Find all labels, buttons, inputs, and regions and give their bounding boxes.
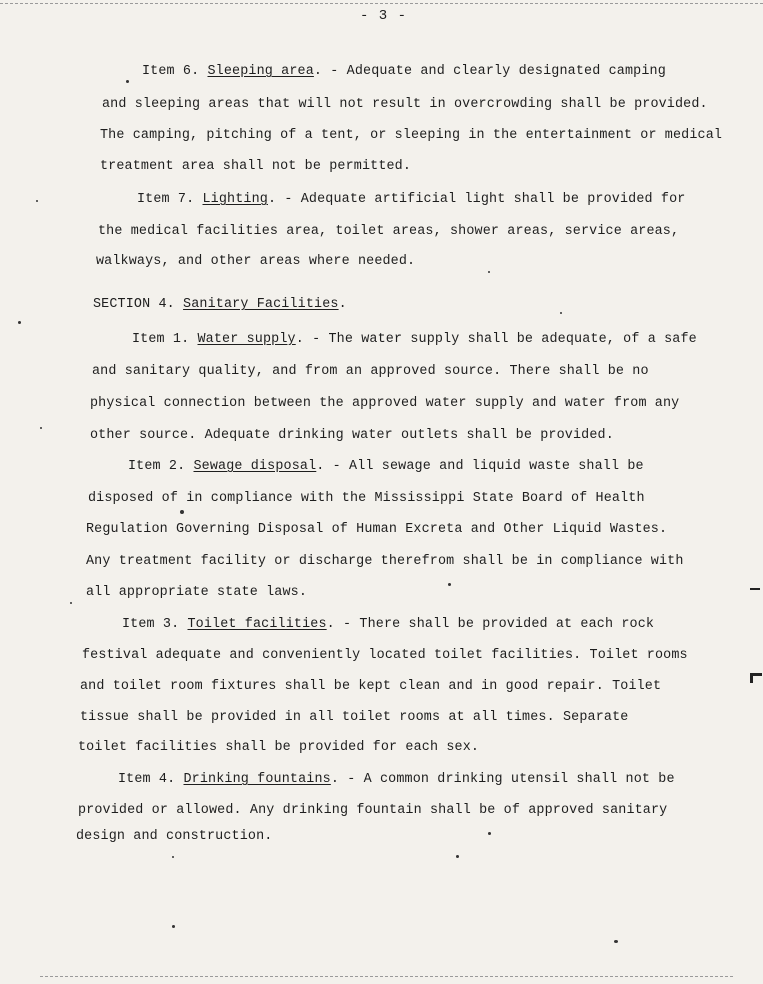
item7-title: Lighting [202, 192, 268, 207]
section4-lead: SECTION 4. [93, 297, 175, 312]
s4-item2-line1-text: . - All sewage and liquid waste shall be [316, 459, 644, 474]
scan-speck [40, 427, 42, 429]
scan-speck [180, 510, 184, 514]
item7-lead: Item 7. [137, 192, 195, 207]
s4-item3-line5: toilet facilities shall be provided for each sex. [78, 740, 480, 755]
s4-item3-line1 [122, 617, 654, 632]
s4-item3-lead: Item 3. [122, 617, 180, 632]
top-perforation-line [0, 3, 763, 4]
scan-speck [448, 583, 451, 586]
s4-item2-line4: Any treatment facility or discharge therefrom shall be in compliance with [86, 554, 684, 569]
section4-tail: . [338, 297, 347, 312]
s4-item4-line3: design and construction. [76, 829, 273, 844]
s4-item3-line2: festival adequate and conveniently located toilet facilities. Toilet rooms [82, 648, 688, 663]
s4-item4-line1-text: . - A common drinking utensil shall not be [330, 772, 675, 787]
scan-speck [172, 856, 174, 858]
s4-item2-line1 [128, 459, 644, 474]
s4-item4-title: Drinking fountains [183, 772, 331, 787]
item6-line3: The camping, pitching of a tent, or sleeping in the entertainment or medical [100, 128, 723, 143]
s4-item2-line3: Regulation Governing Disposal of Human Excreta and Other Liquid Wastes. [86, 522, 668, 537]
s4-item1-title: Water supply [197, 332, 296, 347]
s4-item4-line1 [118, 772, 675, 787]
s4-item3-line1-text: . - There shall be provided at each rock [326, 617, 655, 632]
s4-item3-line3: and toilet room fixtures shall be kept clean and in good repair. Toilet [80, 679, 662, 694]
s4-item1-line1 [132, 332, 697, 347]
item6-line2: and sleeping areas that will not result in overcrowding shall be provided. [102, 97, 708, 112]
scan-speck [18, 321, 21, 324]
item6-lead: Item 6. [142, 64, 200, 79]
scan-speck [70, 602, 72, 604]
s4-item2-title: Sewage disposal [193, 459, 317, 474]
item6-line1 [142, 64, 666, 79]
scan-speck [488, 832, 491, 835]
item7-line1-text: . - Adequate artificial light shall be provided for [268, 192, 686, 207]
s4-item4-line2: provided or allowed. Any drinking fountain shall be of approved sanitary [78, 803, 668, 818]
s4-item2-lead: Item 2. [128, 459, 186, 474]
s4-item1-line2: and sanitary quality, and from an approved source. There shall be no [92, 364, 649, 379]
scan-speck [488, 271, 490, 273]
edge-mark [750, 673, 753, 683]
s4-item1-line4: other source. Adequate drinking water outlets shall be provided. [90, 428, 614, 443]
s4-item1-line3: physical connection between the approved water supply and water from any [90, 396, 680, 411]
s4-item1-lead: Item 1. [132, 332, 190, 347]
section4-heading [93, 297, 347, 312]
section4-title: Sanitary Facilities [183, 297, 339, 312]
s4-item1-line1-text: . - The water supply shall be adequate, of a safe [295, 332, 697, 347]
item6-title: Sleeping area [207, 64, 314, 79]
s4-item2-line2: disposed of in compliance with the Mississippi State Board of Health [88, 491, 645, 506]
scan-speck [36, 200, 38, 202]
page-number: - 3 - [360, 8, 408, 24]
s4-item3-title: Toilet facilities [187, 617, 327, 632]
scan-speck [172, 925, 175, 928]
item6-line4: treatment area shall not be permitted. [100, 159, 412, 174]
s4-item2-line5: all appropriate state laws. [86, 585, 308, 600]
item7-line3: walkways, and other areas where needed. [96, 254, 416, 269]
scan-speck [560, 312, 562, 314]
scan-speck [126, 80, 129, 83]
scan-speck [614, 940, 618, 943]
s4-item4-lead: Item 4. [118, 772, 176, 787]
bottom-perforation-line [40, 976, 733, 977]
scan-speck [456, 855, 459, 858]
item7-line2: the medical facilities area, toilet areas, shower areas, service areas, [98, 224, 680, 239]
s4-item3-line4: tissue shall be provided in all toilet rooms at all times. Separate [80, 710, 629, 725]
item7-line1 [137, 192, 685, 207]
edge-mark [750, 588, 760, 590]
item6-line1-text: . - Adequate and clearly designated camping [313, 64, 666, 79]
